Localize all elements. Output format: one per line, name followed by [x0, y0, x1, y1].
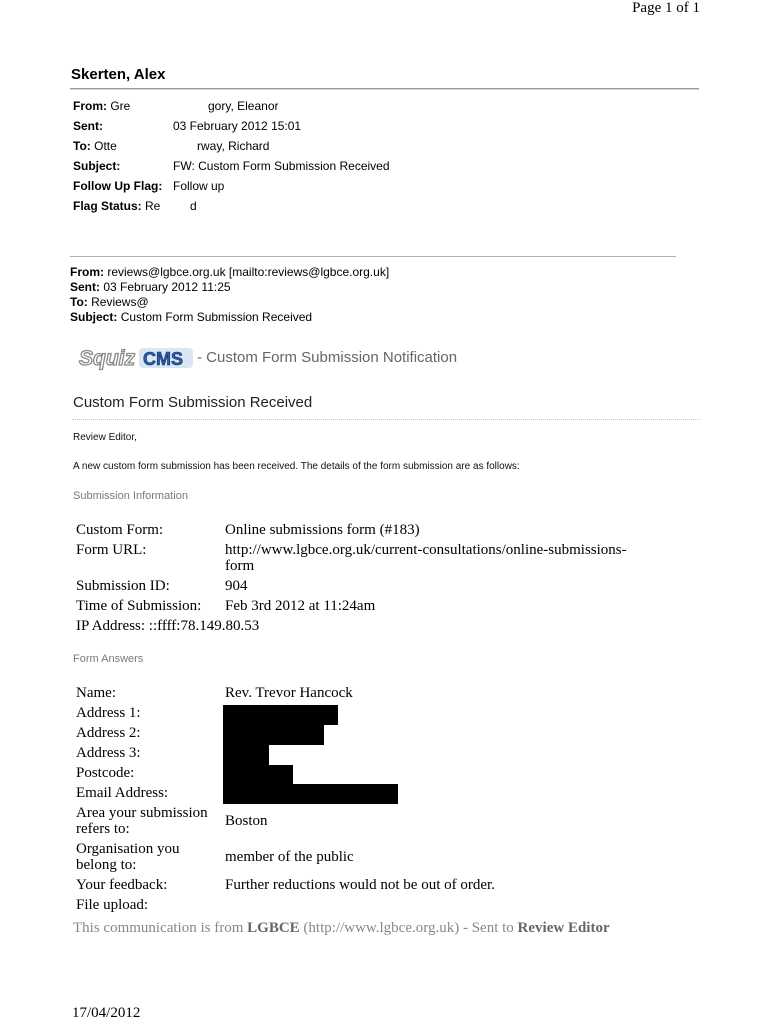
- sent-label: Sent:: [73, 119, 103, 133]
- to-field: [73, 139, 117, 153]
- follow-up-value: Follow up: [173, 179, 225, 193]
- to-label: To:: [73, 139, 91, 153]
- to-value-part-b: rway, Richard: [197, 139, 270, 153]
- fwd-to-label: To:: [70, 295, 88, 309]
- fwd-subject-value: Custom Form Submission Received: [120, 310, 313, 324]
- area-label-line2: refers to:: [76, 821, 130, 837]
- org-label-line1: Organisation you: [76, 841, 180, 857]
- logo-text-cms: CMS: [143, 349, 183, 369]
- from-value-part-a: Gre: [110, 99, 131, 113]
- from-field: [73, 99, 130, 113]
- redaction-address2: [223, 725, 324, 745]
- name-value: Rev. Trevor Hancock: [225, 685, 353, 701]
- address2-label: Address 2:: [76, 725, 141, 741]
- feedback-value: Further reductions would not be out of order.: [225, 877, 495, 893]
- org-value: member of the public: [225, 849, 354, 865]
- area-value: Boston: [225, 813, 268, 829]
- redaction-address3: [223, 745, 269, 765]
- form-heading: Custom Form Submission Received: [73, 394, 313, 411]
- forward-divider: [70, 256, 676, 257]
- footer-recipient: Review Editor: [517, 920, 610, 936]
- fwd-subject-line: [70, 310, 312, 324]
- date-stamp: 17/04/2012: [72, 1005, 141, 1021]
- sender-name: Skerten, Alex: [71, 66, 166, 83]
- form-answers-label: Form Answers: [73, 653, 144, 665]
- form-url-value-line1[interactable]: http://www.lgbce.org.uk/current-consultations/online-submissions-: [225, 542, 627, 558]
- fwd-to-line: [70, 295, 149, 309]
- fwd-from-label: From:: [70, 265, 104, 279]
- email-label: Email Address:: [76, 785, 169, 801]
- footer-communication: [73, 920, 610, 937]
- header-divider: [70, 88, 699, 90]
- subject-value: FW: Custom Form Submission Received: [173, 159, 390, 173]
- submission-info-label: Submission Information: [73, 490, 188, 502]
- flag-status-field: [73, 199, 160, 213]
- area-label-line1: Area your submission: [76, 805, 208, 821]
- squiz-cms-logo: [77, 343, 195, 371]
- flag-status-label: Flag Status:: [73, 199, 142, 213]
- time-value: Feb 3rd 2012 at 11:24am: [225, 598, 376, 614]
- greeting: Review Editor,: [73, 432, 137, 443]
- footer-org: LGBCE: [247, 920, 300, 936]
- notification-title: - Custom Form Submission Notification: [197, 349, 458, 366]
- fwd-sent-value: 03 February 2012 11:25: [103, 280, 231, 294]
- from-label: From:: [73, 99, 107, 113]
- redaction-email: [223, 784, 398, 804]
- fwd-from-value: reviews@lgbce.org.uk [mailto:reviews@lgbce.org.uk]: [107, 265, 390, 279]
- custom-form-value: Online submissions form (#183): [225, 522, 420, 538]
- name-label: Name:: [76, 685, 116, 701]
- fwd-sent-label: Sent:: [70, 280, 100, 294]
- ip-address-line: IP Address: ::ffff:78.149.80.53: [76, 618, 260, 634]
- heading-divider: [72, 419, 700, 420]
- file-upload-label: File upload:: [76, 897, 149, 913]
- subject-label: Subject:: [73, 159, 121, 173]
- fwd-sent-line: [70, 280, 231, 294]
- fwd-subject-label: Subject:: [70, 310, 118, 324]
- fwd-to-value: Reviews@: [91, 295, 149, 309]
- form-url-label: Form URL:: [76, 542, 147, 558]
- redaction-address1: [223, 705, 338, 725]
- submission-id-label: Submission ID:: [76, 578, 170, 594]
- intro-text: A new custom form submission has been received. The details of the form submission are as follows:: [73, 461, 520, 472]
- flag-status-value-part-b: d: [190, 199, 197, 213]
- feedback-label: Your feedback:: [76, 877, 168, 893]
- address3-label: Address 3:: [76, 745, 141, 761]
- submission-id-value: 904: [225, 578, 248, 594]
- address1-label: Address 1:: [76, 705, 141, 721]
- page-number: Page 1 of 1: [632, 0, 700, 16]
- footer-prefix: This communication is from: [73, 920, 248, 936]
- postcode-label: Postcode:: [76, 765, 135, 781]
- follow-up-label: Follow Up Flag:: [73, 179, 163, 193]
- fwd-from-line: [70, 265, 389, 279]
- time-label: Time of Submission:: [76, 598, 202, 614]
- sent-value: 03 February 2012 15:01: [173, 119, 302, 133]
- footer-url[interactable]: (http://www.lgbce.org.uk) - Sent to: [299, 920, 518, 936]
- from-value-part-b: gory, Eleanor: [208, 99, 279, 113]
- redaction-postcode: [223, 765, 293, 785]
- form-url-value-line2[interactable]: form: [225, 558, 255, 574]
- logo-text-squiz: Squiz: [79, 347, 135, 370]
- flag-status-value-part-a: Re: [145, 199, 161, 213]
- org-label-line2: belong to:: [76, 857, 137, 873]
- to-value-part-a: Otte: [94, 139, 117, 153]
- custom-form-label: Custom Form:: [76, 522, 164, 538]
